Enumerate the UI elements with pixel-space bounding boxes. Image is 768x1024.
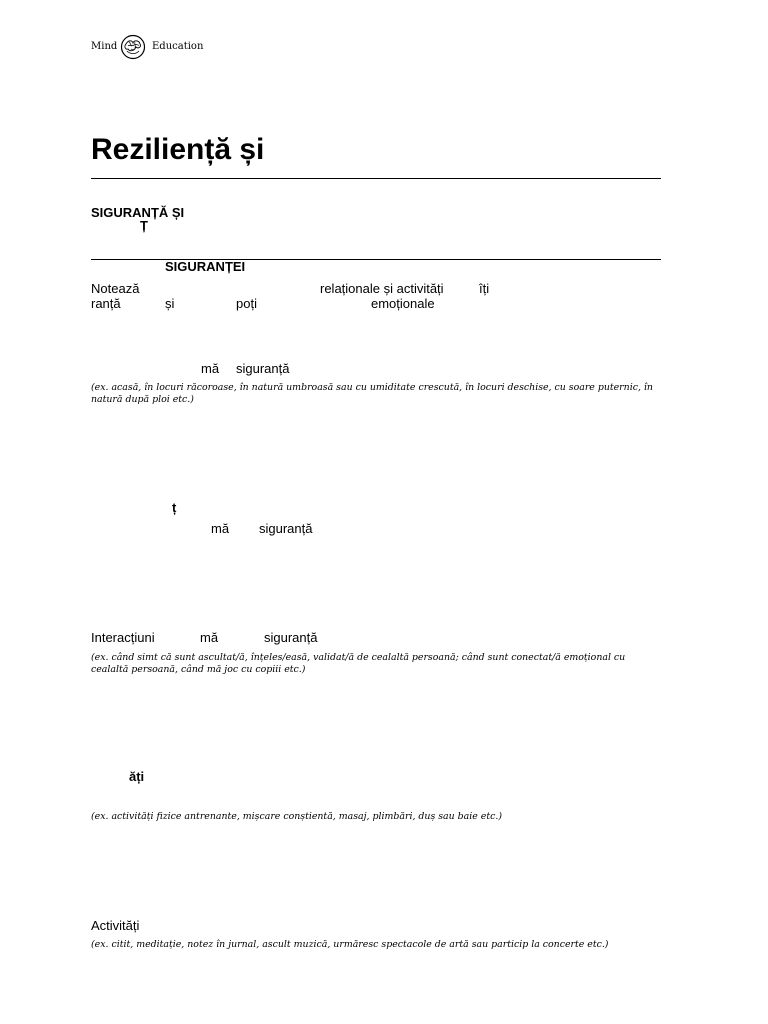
intro-word: emoționale <box>371 296 435 311</box>
item-label: siguranță <box>259 521 313 536</box>
intro-word: poți <box>236 296 257 311</box>
item-label: mă <box>201 361 220 376</box>
intro-word: ranță <box>91 296 121 311</box>
item-label: siguranță <box>264 630 318 645</box>
item-label: Interacțiuni <box>91 630 155 645</box>
item-label: mă <box>211 521 230 536</box>
item-example: (ex. citit, meditație, notez în jurnal, ascult muzică, urmăresc spectacole de artă sau particip la concerte etc.) <box>91 939 609 950</box>
item-label: ăți <box>129 769 145 784</box>
item-example: (ex. când simt că sunt ascultat/ă, înțeles/easă, validat/ă de cealaltă persoană; când sunt conectat/ă emoțional cu cealaltă persoană, când mă joc cu copiii etc.) <box>91 652 626 675</box>
item-label: siguranță <box>236 361 290 376</box>
intro-word: îți <box>479 281 490 296</box>
brain-scribble-icon <box>120 34 146 60</box>
section-heading: SIGURANȚĂ ȘI <box>91 205 185 220</box>
item-example: (ex. activități fizice antrenante, mișcare conștientă, masaj, plimbări, duș sau baie etc.) <box>91 811 502 822</box>
logo-left-text: Mind <box>91 41 118 52</box>
title-divider <box>91 178 661 179</box>
logo-right-text: Education <box>152 41 204 52</box>
intro-word: Notează <box>91 281 140 296</box>
item-example: (ex. acasă, în locuri răcoroase, în natură umbroasă sau cu umiditate crescută, în locuri deschise, cu soare puternic, în natură după ploi etc.) <box>91 382 653 405</box>
intro-word: relaționale și activități <box>320 281 444 296</box>
section-subheading: SIGURANȚEI <box>165 259 246 274</box>
item-label-top: ț <box>172 500 177 515</box>
section-heading-line2: Ț <box>140 218 148 233</box>
item-label: Activități <box>91 918 140 933</box>
page-title: Reziliență și <box>91 133 265 166</box>
intro-word: și <box>165 296 175 311</box>
item-label: mă <box>200 630 219 645</box>
